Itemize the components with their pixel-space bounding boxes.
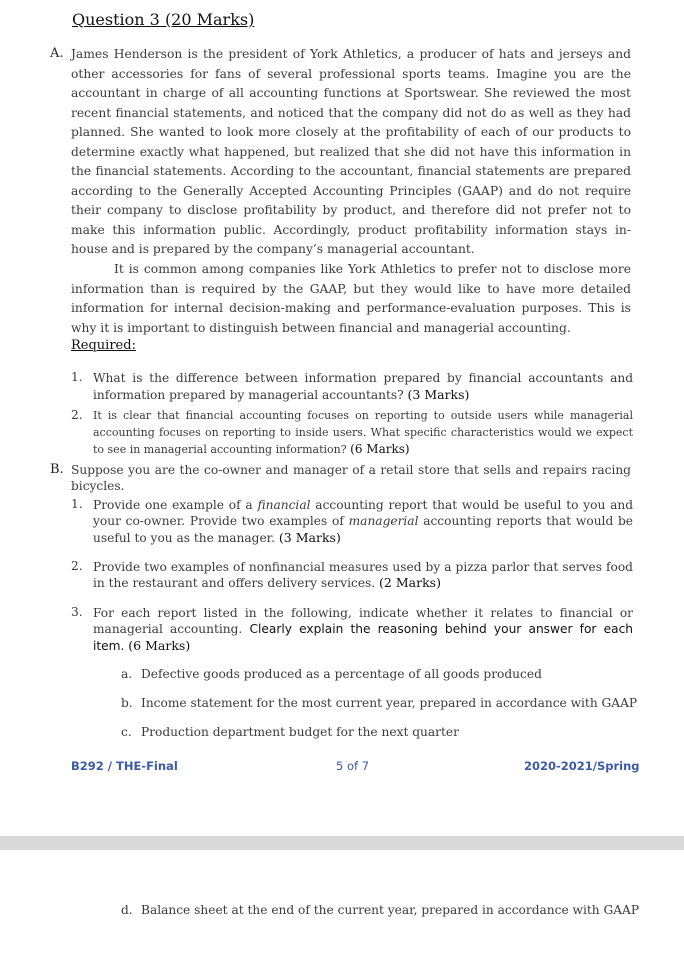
b-q3-body: For each report listed in the following, indicate whether it relates to financial or managerial accounting. xyxy=(93,606,633,637)
b-q3-emphasis: Clearly explain the reasoning behind your answer for each item. xyxy=(93,622,633,653)
a-q1-marks: (3 Marks) xyxy=(407,386,470,402)
b-q2-text xyxy=(93,559,633,592)
b-q1-marks: (3 Marks) xyxy=(278,529,341,545)
item-c-text: Production department budget for the next quarter xyxy=(141,725,459,739)
a-q1-number: 1. xyxy=(71,370,83,384)
item-a-letter: a. xyxy=(121,667,133,681)
a-q1-body: What is the difference between information prepared by financial accountants and information prepared by managerial accountants? xyxy=(93,371,633,402)
b-q2-marks: (2 Marks) xyxy=(379,575,441,591)
b-q1-part-b: accounting report that would be useful to you and your co-owner. Provide two examples of xyxy=(93,498,634,529)
a-q2-text xyxy=(93,408,633,459)
b-q1-emphasis-managerial: managerial xyxy=(348,514,419,529)
b-q3-number: 3. xyxy=(71,605,83,619)
item-d-text: Balance sheet at the end of the current year, prepared in accordance with GAAP xyxy=(141,903,640,917)
section-b-label: B. xyxy=(50,462,64,477)
item-b-letter: b. xyxy=(121,696,133,710)
item-a-text: Defective goods produced as a percentage of all goods produced xyxy=(141,667,542,681)
a-q2-number: 2. xyxy=(71,408,83,422)
b-q1-number: 1. xyxy=(71,497,83,511)
b-q2-body: Provide two examples of nonfinancial measures used by a pizza parlor that serves food in the restaurant and offers delivery services. xyxy=(93,560,633,591)
item-c-letter: c. xyxy=(121,725,132,739)
section-a-paragraph-2: It is common among companies like York Athletics to prefer not to disclose more information than is required by the GAAP, but they would like to have more detailed information for internal decision-making and performance-evaluation purposes. This is why it is important to distinguish between financial and managerial accounting. xyxy=(71,262,631,335)
b-q1-part-a: Provide one example of a xyxy=(93,498,253,512)
footer-term: 2020-2021/Spring xyxy=(524,759,640,773)
a-q2-marks: (6 Marks) xyxy=(350,442,410,456)
item-b-text: Income statement for the most current year, prepared in accordance with GAAP xyxy=(141,696,638,710)
a-q1-text xyxy=(93,370,633,403)
b-q1-text xyxy=(93,497,633,546)
question-title: Question 3 (20 Marks) xyxy=(72,10,255,29)
footer-course: B292 / THE-Final xyxy=(71,759,178,773)
a-q2-body: It is clear that financial accounting focuses on reporting to outside users while managerial accounting focuses on reporting to inside users. What specific characteristics would we expect to see in managerial accounting information? xyxy=(93,409,633,456)
section-a-label: A. xyxy=(50,46,64,61)
b-q2-number: 2. xyxy=(71,559,83,573)
b-q1-part-c: accounting reports that would be useful to you as the manager. xyxy=(93,514,634,545)
section-b-intro: Suppose you are the co-owner and manager of a retail store that sells and repairs racing bicycles. xyxy=(71,463,631,493)
page-separator xyxy=(0,836,684,850)
b-q3-marks: (6 Marks) xyxy=(128,637,191,653)
footer-page-number: 5 of 7 xyxy=(336,759,370,773)
section-a-paragraph-1: James Henderson is the president of York Athletics, a producer of hats and jerseys and other accessories for fans of several professional sports teams. Imagine you are the accountant in charge of all accounting functions at Sportswear. She reviewed the most recent financial statements, and noticed that the company did not do as well as they had planned. She wanted to look more closely at the profitability of each of our products to determine exactly what happened, but realized that she did not have this information in the financial statements. According to the accountant, financial statements are prepared according to the Generally Accepted Accounting Principles (GAAP) and do not require their company to disclose profitability by product, and therefore did not prefer not to make this information public. Accordingly, product profitability information stays in-house and is prepared by the company’s managerial accountant. xyxy=(71,47,631,256)
required-heading: Required: xyxy=(71,338,136,353)
page-6 xyxy=(0,850,684,956)
b-q1-emphasis-financial: financial xyxy=(257,498,311,512)
b-q3-text xyxy=(93,605,633,654)
item-d-letter: d. xyxy=(121,903,133,917)
